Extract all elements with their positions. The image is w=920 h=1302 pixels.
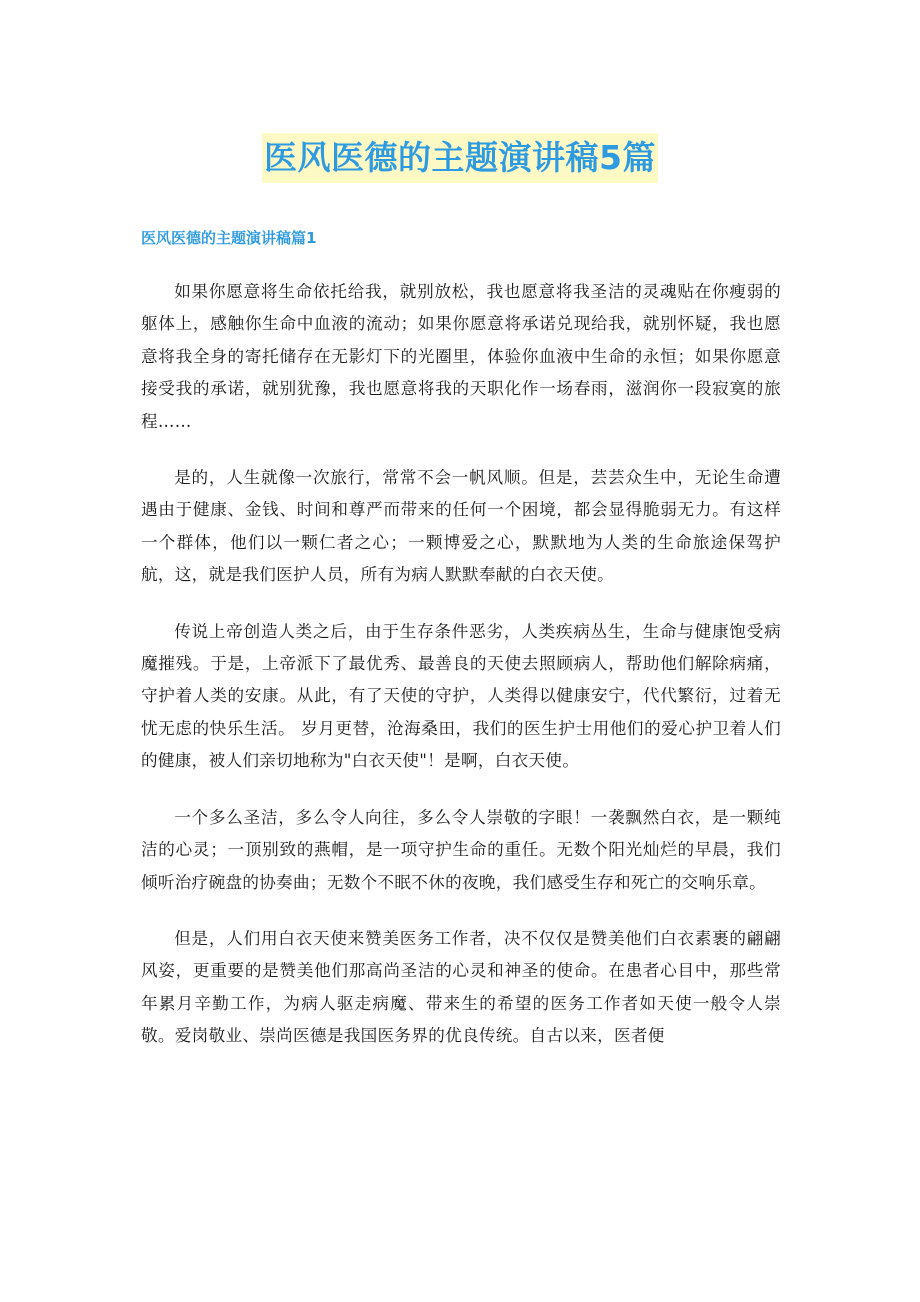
paragraph: 如果你愿意将生命依托给我，就别放松，我也愿意将我圣洁的灵魂贴在你瘦弱的躯体上，感触你生命中血液的流动；如果你愿意将承诺兑现给我，就别怀疑，我也愿意将我全身的寄托储存在无影灯下的光圈里，体验你血液中生命的永恒；如果你愿意接受我的承诺，就别犹豫，我也愿意将我的天职化作一场春雨，滋润你一段寂寞的旅程…… <box>141 282 781 431</box>
paragraph: 传说上帝创造人类之后，由于生存条件恶劣，人类疾病丛生，生命与健康饱受病魔摧残。于是，上帝派下了最优秀、最善良的天使去照顾病人，帮助他们解除病痛，守护着人类的安康。从此，有了天使的守护，人类得以健康安宁，代代繁衍，过着无忧无虑的快乐生活。 岁月更替，沧海桑田，我们的医生护士用他们的爱心护卫着人们的健康，被人们亲切地称为"白衣天使"！是啊，白衣天使。 <box>141 621 781 771</box>
paragraph: 是的，人生就像一次旅行，常常不会一帆风顺。但是，芸芸众生中，无论生命遭遇由于健康、金钱、时间和尊严而带来的任何一个困境，都会显得脆弱无力。有这样一个群体，他们以一颗仁者之心；一颗博爱之心，默默地为人类的生命旅途保驾护航，这，就是我们医护人员，所有为病人默默奉献的白衣天使。 <box>141 468 781 585</box>
document-title: 医风医德的主题演讲稿5篇 <box>262 133 658 183</box>
document-body <box>141 276 781 1077</box>
paragraph: 一个多么圣洁，多么令人向往，多么令人崇敬的字眼！一袭飘然白衣，是一颗纯洁的心灵；一顶别致的燕帽，是一项守护生命的重任。无数个阳光灿烂的早晨，我们倾听治疗碗盘的协奏曲；无数个不眠不休的夜晚，我们感受生存和死亡的交响乐章。 <box>141 807 781 892</box>
paragraph: 但是，人们用白衣天使来赞美医务工作者，决不仅仅是赞美他们白衣素裹的翩翩风姿，更重要的是赞美他们那高尚圣洁的心灵和神圣的使命。在患者心目中，那些常年累月辛勤工作，为病人驱走病魔、带来生的希望的医务工作者如天使一般令人崇敬。爱岗敬业、崇尚医德是我国医务界的优良传统。自古以来，医者便 <box>141 928 781 1046</box>
section-heading: 医风医德的主题演讲稿篇1 <box>141 229 317 247</box>
title-container <box>0 133 920 183</box>
